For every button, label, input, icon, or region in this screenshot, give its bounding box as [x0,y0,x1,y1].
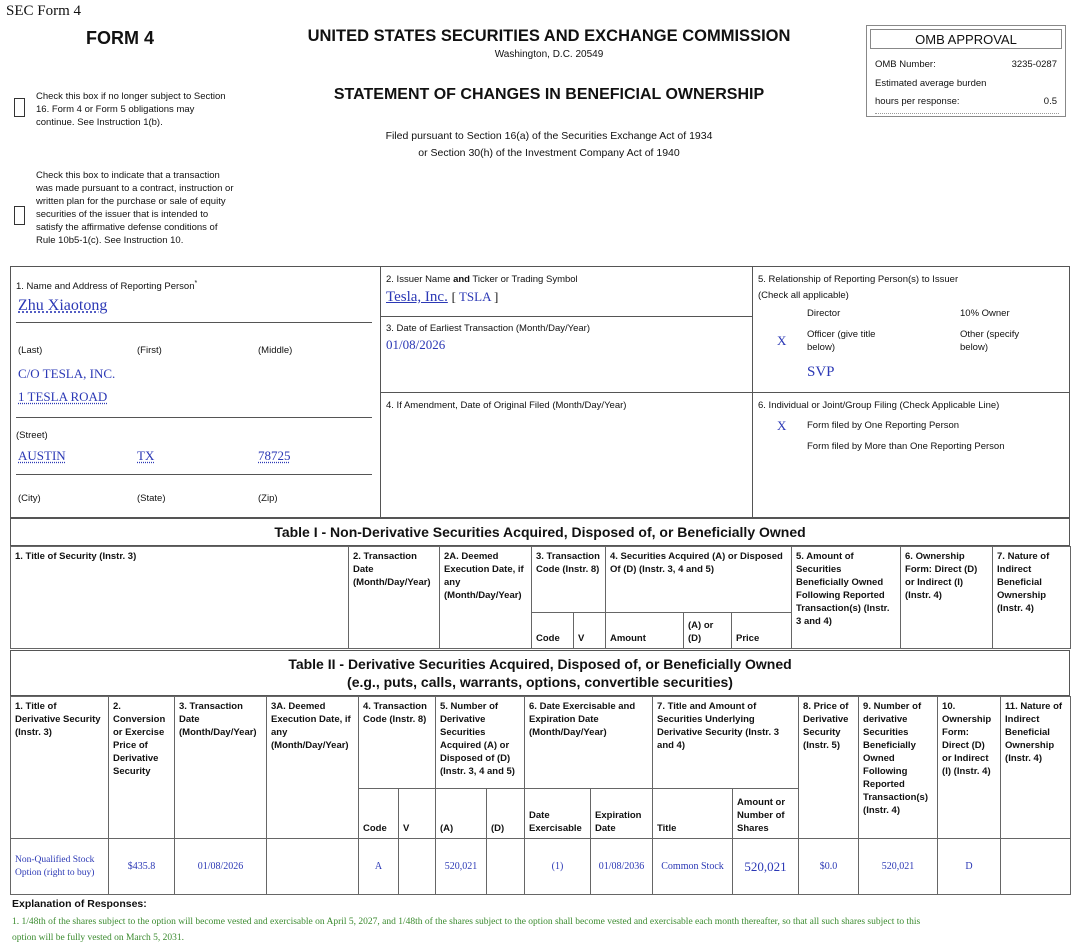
t2-col-code: 4. Transaction Code (Instr. 8) [359,697,436,789]
filed-pursuant-line2: or Section 30(h) of the Investment Company Act of 1940 [418,147,680,159]
t2-row-price: $435.8 [109,839,175,895]
t1-sub-v: V [574,613,606,649]
footnote-1-line1: 1. 1/48th of the shares subject to the option will become vested and exercisable on April 5, 2027, and 1/48th of the shares subject to the option shall become vested and exercisable each month thereafter, so that all such shares subject to this [12,917,921,927]
t1-col-acquired: 4. Securities Acquired (A) or Disposed Of (D) (Instr. 3, 4 and 5) [606,547,792,613]
zip-label: (Zip) [258,493,278,504]
t2-row-v [399,839,436,895]
t2-sub-date-exercisable: Date Exercisable [525,789,591,839]
t1-col-nature: 7. Nature of Indirect Beneficial Ownership (Instr. 4) [993,547,1071,649]
t2-col-date: 3. Transaction Date (Month/Day/Year) [175,697,267,839]
box1-label: 1. Name and Address of Reporting Person* [16,280,198,293]
t2-sub-v: V [399,789,436,839]
table1-title: Table I - Non-Derivative Securities Acquired, Disposed of, or Beneficially Owned [274,524,806,540]
t2-row-security: Non-Qualified Stock Option (right to buy) [11,839,109,895]
t2-row-expiration: 01/08/2036 [591,839,653,895]
one-person-x-mark: X [777,418,787,433]
table-row [11,839,1071,895]
address-line2: 1 TESLA ROAD [18,389,108,404]
officer-option: Officer (give title below) [807,329,876,353]
t1-col-title: 1. Title of Security (Instr. 3) [11,547,349,649]
director-option: Director [807,308,841,319]
t2-row-deemed [267,839,359,895]
omb-burden-label: Estimated average burden [875,78,987,89]
t2-col-price: 8. Price of Derivative Security (Instr. 5) [799,697,859,839]
filed-pursuant-line1: Filed pursuant to Section 16(a) of the Securities Exchange Act of 1934 [385,130,713,142]
t2-row-derivative-price: $0.0 [799,839,859,895]
t1-sub-code: Code [532,613,574,649]
omb-approval-box [866,25,1066,117]
t1-col-deemed: 2A. Deemed Execution Date, if any (Month/Day/Year) [440,547,532,649]
omb-hours-value: 0.5 [1043,96,1057,107]
t2-sub-expiration: Expiration Date [591,789,653,839]
omb-number-value: 3235-0287 [1011,59,1057,70]
t2-col-ownership-form: 10. Ownership Form: Direct (D) or Indirect (I) (Instr. 4) [938,697,1001,839]
omb-approval-title: OMB APPROVAL [870,29,1062,49]
address-line1: C/O TESLA, INC. [18,366,116,381]
agency-name: UNITED STATES SECURITIES AND EXCHANGE COMMISSION [307,27,791,45]
more-reporting-persons-option: Form filed by More than One Reporting Person [807,441,1005,452]
t2-row-underlying-amount: 520,021 [733,839,799,895]
t2-col-title: 1. Title of Derivative Security (Instr. 3) [11,697,109,839]
t1-sub-a-or-d: (A) or (D) [684,613,732,649]
ten-percent-owner-option: 10% Owner [960,308,1010,319]
t2-row-owned: 520,021 [859,839,938,895]
street-label: (Street) [16,430,48,441]
t1-col-code: 3. Transaction Code (Instr. 8) [532,547,606,613]
t1-sub-price: Price [732,613,792,649]
one-reporting-person-option: Form filed by One Reporting Person [807,420,960,431]
sec-form-label: SEC Form 4 [6,3,82,19]
no-longer-subject-checkbox[interactable] [14,98,25,117]
rule-10b5-checkbox[interactable] [14,206,25,225]
t2-sub-d: (D) [487,789,525,839]
omb-number-label: OMB Number: [875,59,936,70]
table2-title: Table II - Derivative Securities Acquired, Disposed of, or Beneficially Owned [288,656,792,672]
city-value: AUSTIN [18,448,66,463]
t1-col-amount-owned: 5. Amount of Securities Beneficially Owned Following Reported Transaction(s) (Instr. 3 and 4) [792,547,901,649]
other-option: Other (specify below) [960,329,1020,353]
table2-subtitle: (e.g., puts, calls, warrants, options, convertible securities) [347,674,733,690]
t2-col-number: 5. Number of Derivative Securities Acquired (A) or Disposed of (D) (Instr. 3, 4 and 5) [436,697,525,789]
t2-row-date-exercisable: (1) [525,839,591,895]
issuer-name-link[interactable]: Tesla, Inc. [386,289,448,305]
t1-col-ownership-form: 6. Ownership Form: Direct (D) or Indirect (I) (Instr. 4) [901,547,993,649]
box4-label: 4. If Amendment, Date of Original Filed (Month/Day/Year) [386,400,627,411]
box2-label: 2. Issuer Name and Ticker or Trading Symbol [386,274,578,285]
t2-col-underlying: 7. Title and Amount of Securities Underlying Derivative Security (Instr. 3 and 4) [653,697,799,789]
agency-location: Washington, D.C. 20549 [494,49,604,60]
t2-col-owned: 9. Number of derivative Securities Beneficially Owned Following Reported Transaction(s) (Instr. 4) [859,697,938,839]
statement-title: STATEMENT OF CHANGES IN BENEFICIAL OWNERSHIP [333,86,765,103]
last-name-label: (Last) [18,345,43,356]
no-longer-subject-text: Check this box if no longer subject to Section 16. Form 4 or Form 5 obligations may continue. See Instruction 1(b). [36,91,226,128]
state-label: (State) [137,493,166,504]
officer-title: SVP [807,364,835,380]
reporting-person-name[interactable]: Zhu Xiaotong [18,297,108,314]
box5-label: 5. Relationship of Reporting Person(s) to Issuer [758,274,959,285]
t2-row-date: 01/08/2026 [175,839,267,895]
t2-row-nature [1001,839,1071,895]
t2-sub-a: (A) [436,789,487,839]
first-name-label: (First) [137,345,162,356]
t2-row-disposed [487,839,525,895]
t2-row-ownership-form: D [938,839,1001,895]
box3-label: 3. Date of Earliest Transaction (Month/Day/Year) [386,323,590,334]
table2 [10,696,1071,895]
t2-col-deemed: 3A. Deemed Execution Date, if any (Month/Day/Year) [267,697,359,839]
box5-sub: (Check all applicable) [758,290,849,301]
middle-name-label: (Middle) [258,345,293,356]
table1 [10,546,1071,649]
footnote-1-line2: option will be fully vested on March 5, 2031. [12,933,185,943]
rule-10b5-text: Check this box to indicate that a transaction was made pursuant to a contract, instruction or written plan for the purchase or sale of equity securities of the issuer that is intended to satisfy the affirmative defense conditions of Rule 10b5-1(c). See Instruction 10. [36,170,234,246]
form-number: FORM 4 [86,28,155,48]
zip-value: 78725 [258,448,291,463]
earliest-transaction-date: 01/08/2026 [386,337,446,352]
t1-sub-amount: Amount [606,613,684,649]
t2-row-code: A [359,839,399,895]
officer-x-mark: X [777,333,787,348]
explanation-title: Explanation of Responses: [12,898,147,910]
t2-row-acquired: 520,021 [436,839,487,895]
box6-label: 6. Individual or Joint/Group Filing (Check Applicable Line) [758,400,1000,411]
t2-sub-code: Code [359,789,399,839]
t2-row-underlying-title: Common Stock [653,839,733,895]
ticker-symbol: TSLA [458,289,491,304]
city-label: (City) [18,493,41,504]
t1-col-date: 2. Transaction Date (Month/Day/Year) [349,547,440,649]
omb-hours-label: hours per response: [875,96,960,107]
issuer-ticker: Tesla, Inc. [ TSLA ] [386,289,499,305]
t2-col-exercisable: 6. Date Exercisable and Expiration Date (Month/Day/Year) [525,697,653,789]
t2-sub-title: Title [653,789,733,839]
t2-col-conversion: 2. Conversion or Exercise Price of Derivative Security [109,697,175,839]
t2-sub-amount: Amount or Number of Shares [733,789,799,839]
state-value: TX [137,448,155,463]
t2-col-nature: 11. Nature of Indirect Beneficial Ownership (Instr. 4) [1001,697,1071,839]
